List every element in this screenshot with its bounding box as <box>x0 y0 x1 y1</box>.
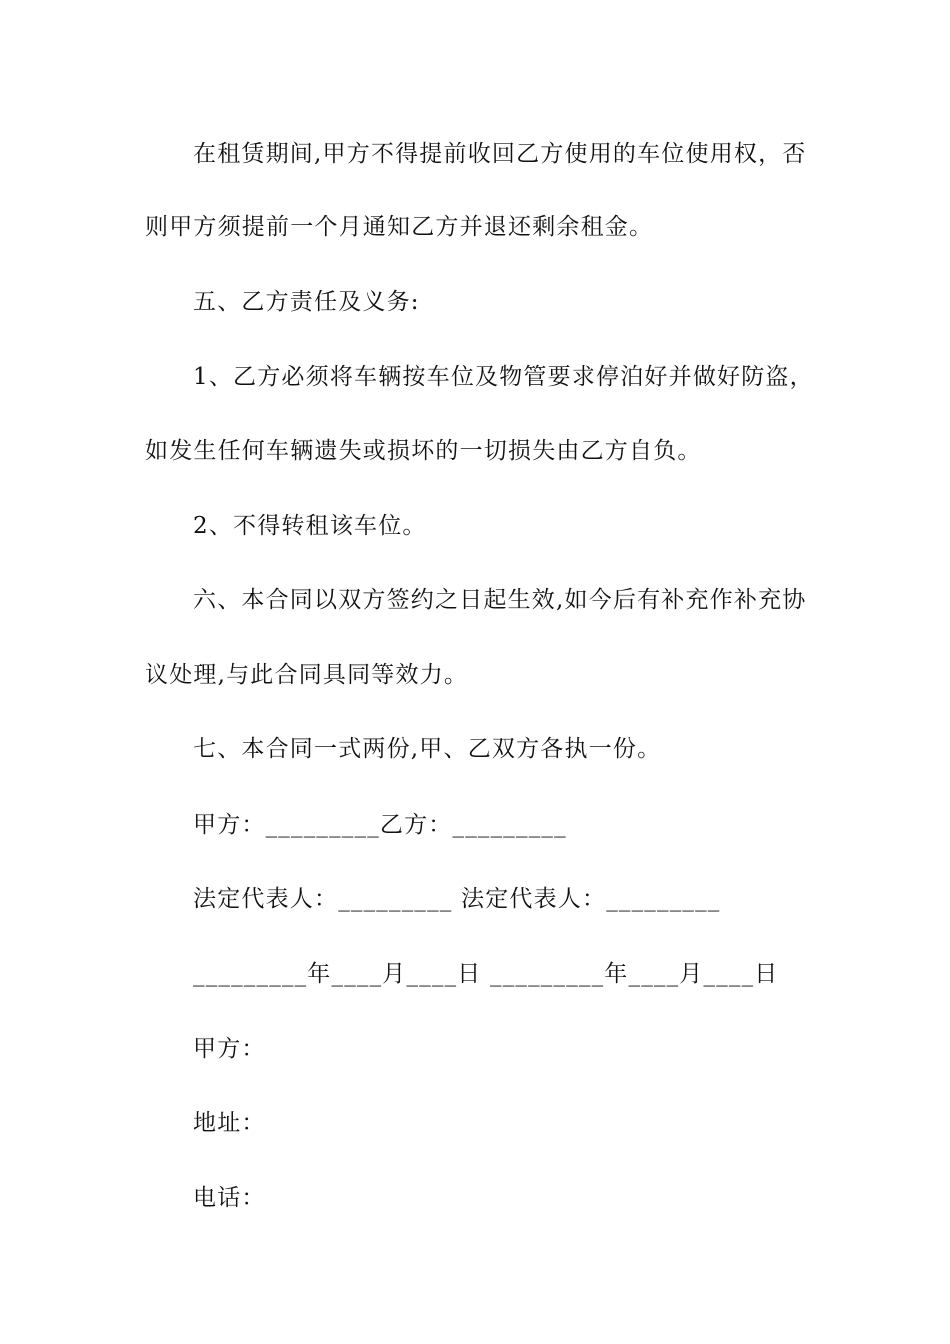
section-heading-5: 五、乙方责任及义务: <box>193 289 420 315</box>
phone-label: 电话： <box>193 1185 266 1211</box>
section-6-line-2: 议处理,与此合同具同等效力。 <box>145 662 469 688</box>
section-6-line-1: 六、本合同以双方签约之日起生效,如今后有补充作补充协 <box>193 587 807 613</box>
clause-1-line-2: 如发生任何车辆遗失或损坏的一切损失由乙方自负。 <box>145 438 702 464</box>
clause-1-line-1: 1、乙方必须将车辆按车位及物管要求停泊好并做好防盗， <box>193 364 814 390</box>
signature-legal-representatives: 法定代表人：_________ 法定代表人：_________ <box>193 886 721 912</box>
signature-parties: 甲方：_________乙方：_________ <box>193 812 567 838</box>
signature-dates: _________年____月____日 _________年____月____日 <box>193 961 779 987</box>
clause-2: 2、不得转租该车位。 <box>193 513 427 539</box>
paragraph-line-2: 则甲方须提前一个月通知乙方并退还剩余租金。 <box>145 214 654 240</box>
section-7: 七、本合同一式两份,甲、乙双方各执一份。 <box>193 736 662 762</box>
paragraph-line-1: 在租赁期间,甲方不得提前收回乙方使用的车位使用权，否 <box>193 141 807 167</box>
party-a-label: 甲方： <box>193 1036 266 1062</box>
address-label: 地址： <box>193 1110 266 1136</box>
